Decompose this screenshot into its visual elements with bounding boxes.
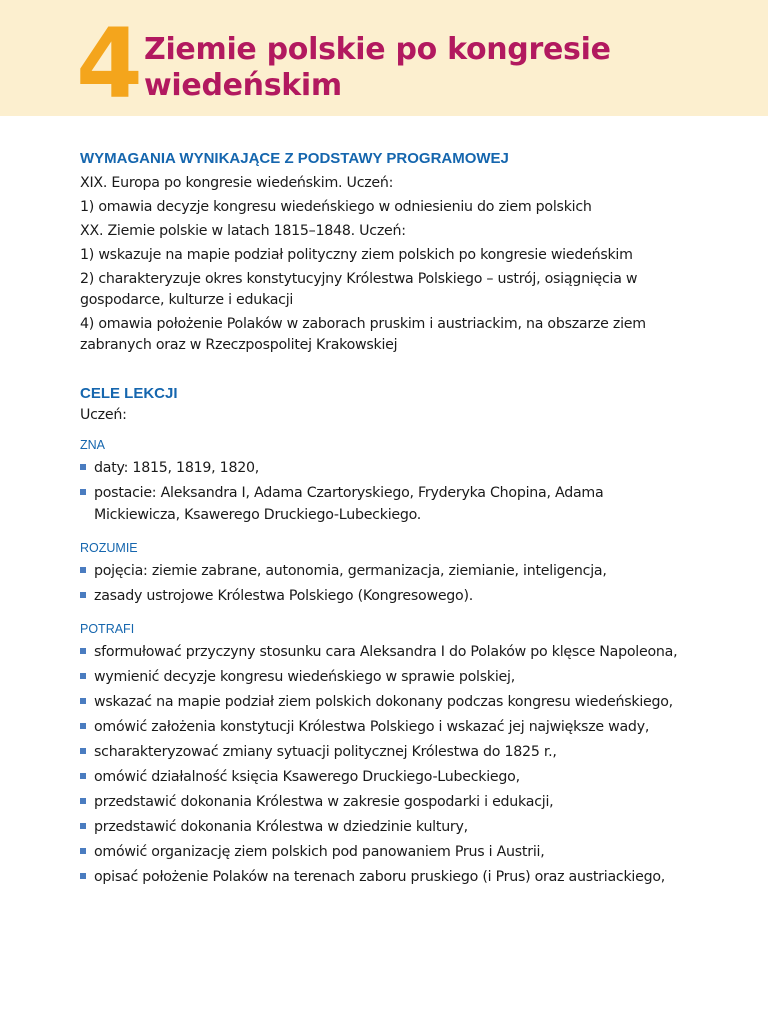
- bullet-icon: [80, 698, 86, 704]
- potrafi-heading: POTRAFI: [80, 622, 135, 636]
- list-item: daty: 1815, 1819, 1820,: [80, 457, 685, 479]
- bullet-icon: [80, 873, 86, 879]
- list-item: postacie: Aleksandra I, Adama Czartoryskiego, Fryderyka Chopina, Adama Mickiewicza, Ksawerego Druckiego-Lubeckiego.: [80, 482, 685, 526]
- bullet-icon: [80, 823, 86, 829]
- bullet-icon: [80, 464, 86, 470]
- requirement-item: XIX. Europa po kongresie wiedeńskim. Uczeń:: [80, 175, 394, 191]
- requirement-item: 1) wskazuje na mapie podział polityczny ziem polskich po kongresie wiedeńskim: [80, 247, 633, 263]
- zna-list: [80, 457, 685, 526]
- chapter-title: [144, 32, 611, 104]
- list-item: zasady ustrojowe Królestwa Polskiego (Kongresowego).: [80, 585, 685, 607]
- bullet-icon: [80, 773, 86, 779]
- list-item: scharakteryzować zmiany sytuacji politycznej Królestwa do 1825 r.,: [80, 741, 685, 763]
- requirement-item: 4) omawia położenie Polaków w zaborach pruskim i austriackim, na obszarze ziem zabranych oraz w Rzeczpospolitej Krakowskiej: [80, 316, 646, 353]
- list-item: omówić organizację ziem polskich pod panowaniem Prus i Austrii,: [80, 841, 685, 863]
- requirement-item: XX. Ziemie polskie w latach 1815–1848. Uczeń:: [80, 223, 406, 239]
- main-content: [80, 148, 685, 891]
- list-item: wymienić decyzje kongresu wiedeńskiego w sprawie polskiej,: [80, 666, 685, 688]
- goals-heading: CELE LEKCJI: [80, 385, 178, 402]
- rozumie-list: [80, 560, 685, 607]
- zna-heading: ZNA: [80, 438, 105, 452]
- bullet-icon: [80, 848, 86, 854]
- bullet-icon: [80, 489, 86, 495]
- list-item: przedstawić dokonania Królestwa w zakresie gospodarki i edukacji,: [80, 791, 685, 813]
- bullet-icon: [80, 567, 86, 573]
- requirement-item: 2) charakteryzuje okres konstytucyjny Królestwa Polskiego – ustrój, osiągnięcia w gospodarce, kulturze i edukacji: [80, 271, 638, 308]
- list-item: sformułować przyczyny stosunku cara Aleksandra I do Polaków po klęsce Napoleona,: [80, 641, 685, 663]
- potrafi-list: [80, 641, 685, 888]
- chapter-title-line-2: wiedeńskim: [144, 68, 342, 103]
- bullet-icon: [80, 673, 86, 679]
- requirement-item: 1) omawia decyzje kongresu wiedeńskiego w odniesieniu do ziem polskich: [80, 199, 592, 215]
- bullet-icon: [80, 648, 86, 654]
- chapter-header: [0, 0, 768, 120]
- chapter-title-line-1: Ziemie polskie po kongresie: [144, 32, 611, 67]
- list-item: przedstawić dokonania Królestwa w dziedzinie kultury,: [80, 816, 685, 838]
- bullet-icon: [80, 723, 86, 729]
- list-item: wskazać na mapie podział ziem polskich dokonany podczas kongresu wiedeńskiego,: [80, 691, 685, 713]
- chapter-number: 4: [76, 8, 143, 120]
- requirements-heading: WYMAGANIA WYNIKAJĄCE Z PODSTAWY PROGRAMOWEJ: [80, 150, 509, 167]
- bullet-icon: [80, 748, 86, 754]
- list-item: opisać położenie Polaków na terenach zaboru pruskiego (i Prus) oraz austriackiego,: [80, 866, 685, 888]
- rozumie-heading: ROZUMIE: [80, 541, 138, 555]
- list-item: pojęcia: ziemie zabrane, autonomia, germanizacja, ziemianie, inteligencja,: [80, 560, 685, 582]
- list-item: omówić działalność księcia Ksawerego Druckiego-Lubeckiego,: [80, 766, 685, 788]
- goals-intro: Uczeń:: [80, 407, 127, 423]
- bullet-icon: [80, 798, 86, 804]
- bullet-icon: [80, 592, 86, 598]
- list-item: omówić założenia konstytucji Królestwa Polskiego i wskazać jej największe wady,: [80, 716, 685, 738]
